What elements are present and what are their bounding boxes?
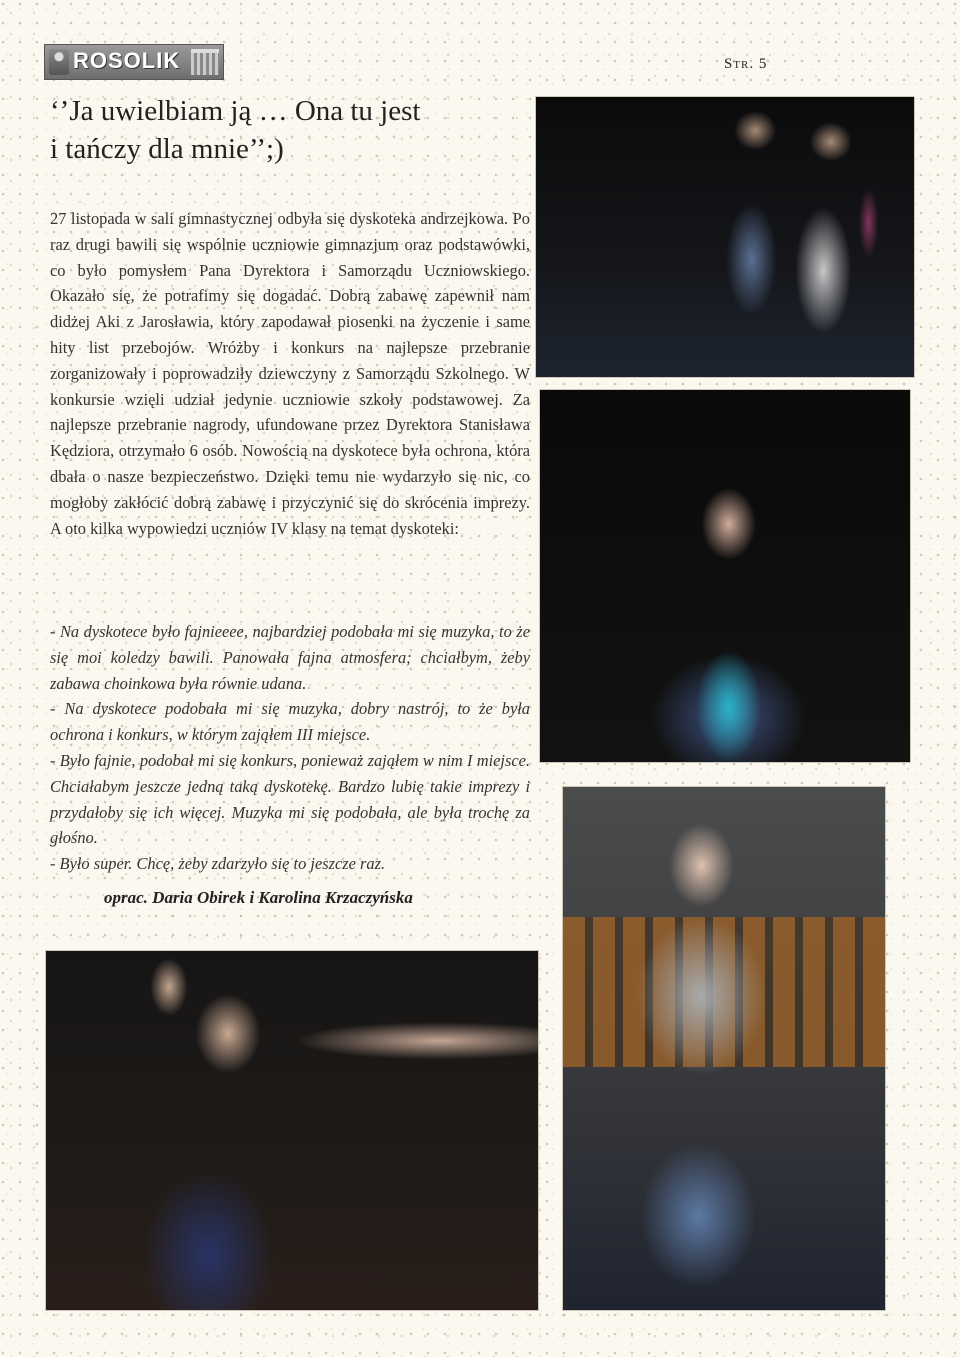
logo-text: ROSOLIK <box>73 48 181 73</box>
student-quotes <box>50 619 530 877</box>
article-body <box>50 206 530 541</box>
photo-boy-peace-sign <box>45 950 539 1311</box>
logo-figure-icon <box>49 49 69 75</box>
title-line-2: i tańczy dla mnie’’;) <box>50 133 284 165</box>
quote-4: - Było super. Chcę, żeby zdarzyło się to jeszcze raz. <box>50 854 386 874</box>
photo-boy-grey-shirt <box>562 786 886 1311</box>
title-line-1: ‘’Ja uwielbiam ją … Ona tu jest <box>50 95 421 127</box>
rosolik-logo <box>44 44 224 80</box>
photo-boy-plaid-shirt <box>539 389 911 763</box>
article-title <box>50 92 520 168</box>
quote-2: - Na dyskotece podobała mi się muzyka, dobry nastrój, to że była ochrona i konkurs, w którym zająłem III miejsce. <box>50 699 530 745</box>
body-paragraph: 27 listopada w sali gimnastycznej odbyła się dyskoteka andrzejkowa. Po raz drugi bawili się wspólnie uczniowie gimnazjum oraz podstawówki, co było pomysłem Pana Dyrektora i Samorządu Uczniowskiego. Okazało się, że potrafimy się dogadać. Dobrą zabawę zapewnił nam didżej Aki z Jarosławia, który zapodawał piosenki na życzenie i same hity list przebojów. Wróżby i konkurs na najlepsze przebranie zorganizowały i poprowadziły dziewczyny z Samorządu Szkolnego. W konkursie wzięli udział jedynie uczniowie szkoły podstawowej. Za najlepsze przebranie nagrody, ufundowane przez Dyrektora Stanisława Kędziora, otrzymało 6 osób. Nowością na dyskotece była ochrona, która dbała o nasze bezpieczeństwo. Dzięki temu nie wydarzyło się nic, co mogłoby zakłócić dobrą zabawę i przyczynić się do skrócenia imprezy. A oto kilka wypowiedzi uczniów IV klasy na temat dyskoteki: <box>50 209 530 538</box>
quote-1: - Na dyskotece było fajnieeee, najbardziej podobała mi się muzyka, to że się moi koledzy bawili. Panowała fajna atmosfera; chciałbym, żeby zabawa choinkowa była równie udana. <box>50 622 530 693</box>
photo-girls-dancing <box>535 96 915 378</box>
logo-building-icon <box>191 49 219 75</box>
page-number: Str. 5 <box>724 56 768 72</box>
quote-3: - Było fajnie, podobał mi się konkurs, ponieważ zająłem w nim I miejsce. Chciałabym jeszcze jedną taką dyskotekę. Bardzo lubię takie imprezy i przydałoby się ich więcej. Muzyka mi się podobała, ale była trochę za głośno. <box>50 750 530 848</box>
article-author: oprac. Daria Obirek i Karolina Krzaczyńska <box>104 888 413 907</box>
